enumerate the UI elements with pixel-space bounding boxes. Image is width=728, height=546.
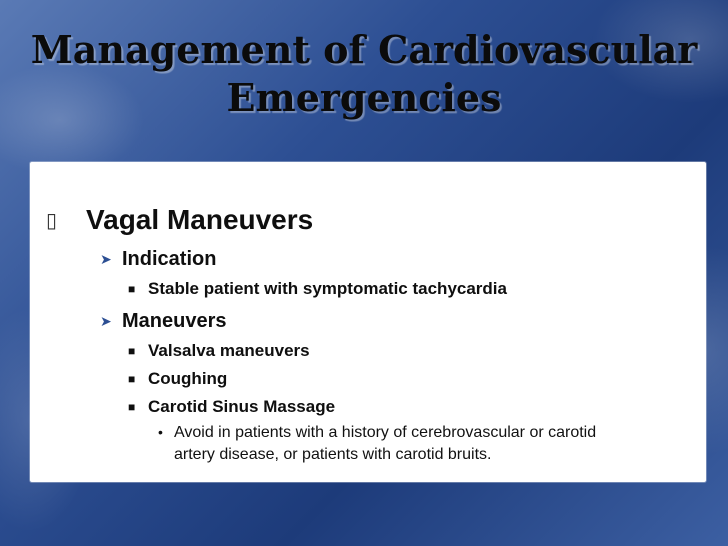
maneuver-note: Avoid in patients with a history of cerebrovascular or carotid artery disease, or patients with carotid bruits. [174,424,597,463]
square-bullet-icon: ■ [128,372,136,386]
indication-label: Indication [122,248,217,270]
square-bullet-icon: ▯ [46,208,58,232]
bullet-level1-vagal [46,202,313,238]
content-panel [30,162,706,482]
maneuver-item: Carotid Sinus Massage [148,397,336,416]
maneuvers-label: Maneuvers [122,310,227,332]
arrow-bullet-icon: ➤ [100,313,112,329]
arrow-bullet-icon: ➤ [100,251,112,267]
dot-bullet-icon: • [158,424,163,440]
title-area [0,0,728,160]
square-bullet-icon: ■ [128,400,136,414]
bullet-level3-item [128,278,507,300]
square-bullet-icon: ■ [128,344,136,358]
maneuver-item: Coughing [148,369,228,388]
indication-item: Stable patient with symptomatic tachycardia [148,279,507,298]
bullet-level2-maneuvers [100,308,227,334]
square-bullet-icon: ■ [128,282,136,296]
heading-text: Vagal Maneuvers [86,204,314,235]
bullet-level4-note [158,422,614,466]
bullet-level2-indication [100,246,216,272]
slide-title: Management of Cardiovascular Emergencies [30,27,698,120]
bullet-level3-item [128,368,227,390]
maneuver-item: Valsalva maneuvers [148,341,310,360]
bullet-level3-item [128,340,310,362]
bullet-level3-item [128,396,335,418]
